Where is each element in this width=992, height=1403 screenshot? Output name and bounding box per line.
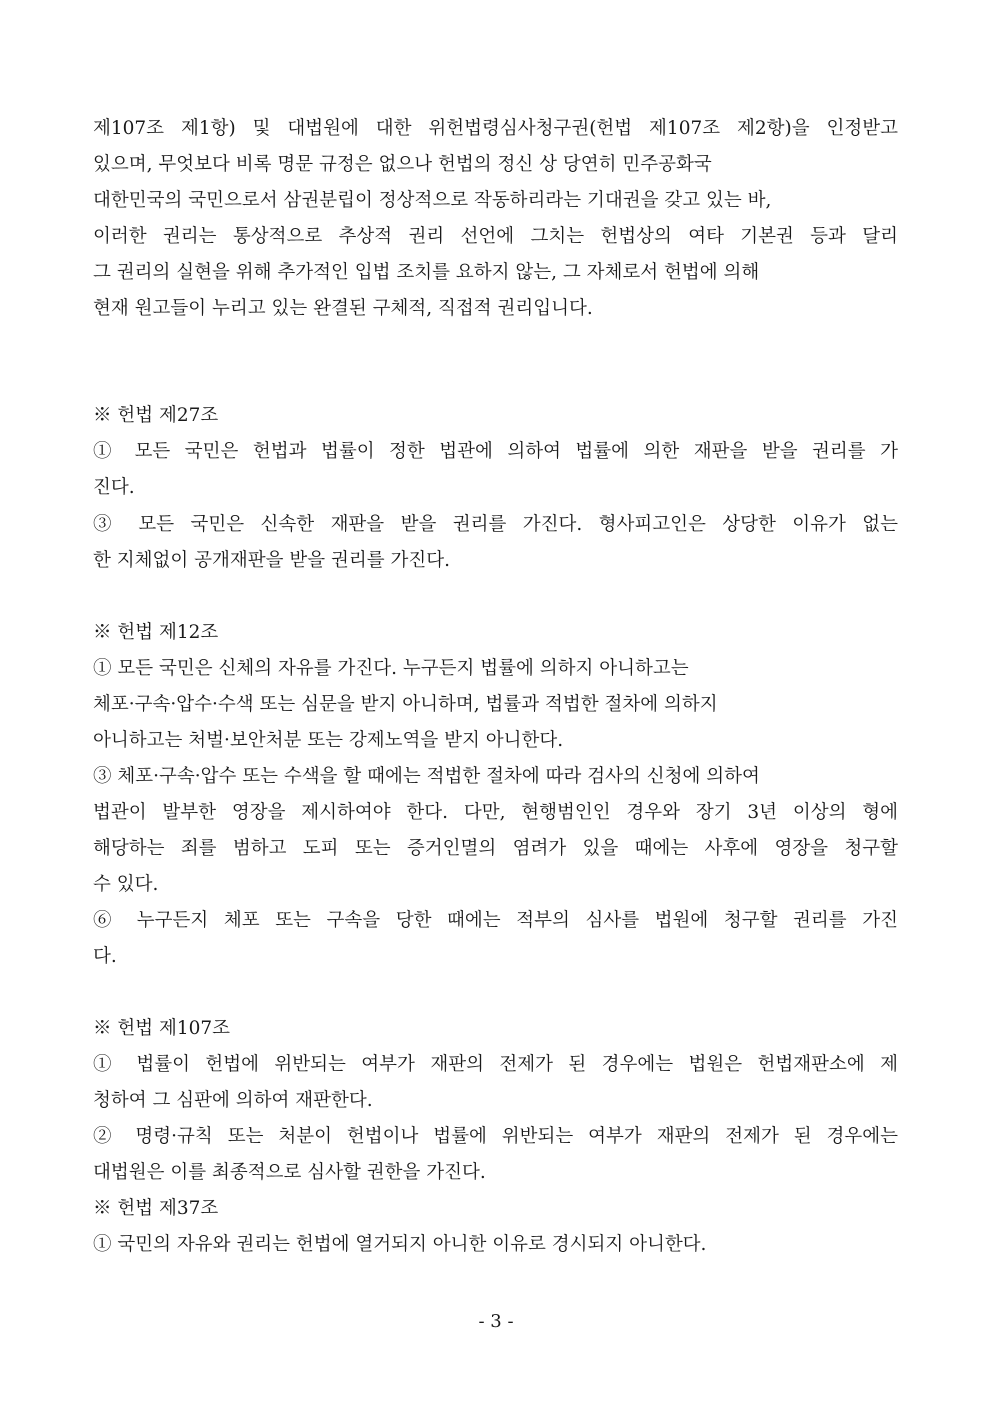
article-12-line: 다. bbox=[93, 946, 117, 967]
article-12-heading: ※ 헌법 제12조 bbox=[93, 622, 219, 643]
intro-line: 현재 원고들이 누리고 있는 완결된 구체적, 직접적 권리입니다. bbox=[93, 298, 593, 319]
article-107-line: ② 명령·규칙 또는 처분이 헌법이나 법률에 위반되는 여부가 재판의 전제가 된 경우에는 bbox=[93, 1126, 898, 1147]
article-27-line: 한 지체없이 공개재판을 받을 권리를 가진다. bbox=[93, 550, 450, 571]
article-37-line: ① 국민의 자유와 권리는 헌법에 열거되지 아니한 이유로 경시되지 아니한다. bbox=[93, 1234, 707, 1255]
article-12-line: 법관이 발부한 영장을 제시하여야 한다. 다만, 현행범인인 경우와 장기 3년 이상의 형에 bbox=[93, 802, 898, 823]
article-12-line: ① 모든 국민은 신체의 자유를 가진다. 누구든지 법률에 의하지 아니하고는 bbox=[93, 658, 689, 679]
intro-line: 이러한 권리는 통상적으로 추상적 권리 선언에 그치는 헌법상의 여타 기본권 등과 달리 bbox=[93, 226, 898, 247]
intro-line: 대한민국의 국민으로서 삼권분립이 정상적으로 작동하리라는 기대권을 갖고 있는 바, bbox=[93, 190, 772, 211]
article-12-line: 해당하는 죄를 범하고 도피 또는 증거인멸의 염려가 있을 때에는 사후에 영장을 청구할 bbox=[93, 838, 898, 859]
article-12-line: ③ 체포·구속·압수 또는 수색을 할 때에는 적법한 절차에 따라 검사의 신청에 의하여 bbox=[93, 766, 760, 787]
article-27-line: ① 모든 국민은 헌법과 법률이 정한 법관에 의하여 법률에 의한 재판을 받을 권리를 가 bbox=[93, 441, 898, 462]
article-107-line: 대법원은 이를 최종적으로 심사할 권한을 가진다. bbox=[93, 1162, 486, 1183]
article-27-line: ③ 모든 국민은 신속한 재판을 받을 권리를 가진다. 형사피고인은 상당한 이유가 없는 bbox=[93, 514, 898, 535]
article-27-line: 진다. bbox=[93, 477, 135, 498]
article-12-line: 수 있다. bbox=[93, 874, 159, 895]
article-107-line: 청하여 그 심판에 의하여 재판한다. bbox=[93, 1090, 373, 1111]
page-number: - 3 - bbox=[478, 1311, 514, 1332]
article-12-line: ⑥ 누구든지 체포 또는 구속을 당한 때에는 적부의 심사를 법원에 청구할 권리를 가진 bbox=[93, 910, 898, 931]
intro-line: 제107조 제1항) 및 대법원에 대한 위헌법령심사청구권(헌법 제107조 제2항)을 인정받고 bbox=[93, 118, 898, 139]
intro-line: 그 권리의 실현을 위해 추가적인 입법 조치를 요하지 않는, 그 자체로서 헌법에 의해 bbox=[93, 262, 760, 283]
article-12-line: 아니하고는 처벌·보안처분 또는 강제노역을 받지 아니한다. bbox=[93, 730, 564, 751]
article-107-line: ① 법률이 헌법에 위반되는 여부가 재판의 전제가 된 경우에는 법원은 헌법재판소에 제 bbox=[93, 1054, 898, 1075]
article-12-line: 체포·구속·압수·수색 또는 심문을 받지 아니하며, 법률과 적법한 절차에 의하지 bbox=[93, 694, 718, 715]
article-107-heading: ※ 헌법 제107조 bbox=[93, 1018, 231, 1039]
article-27-heading: ※ 헌법 제27조 bbox=[93, 405, 219, 426]
intro-line: 있으며, 무엇보다 비록 명문 규정은 없으나 헌법의 정신 상 당연히 민주공화국 bbox=[93, 154, 712, 175]
article-37-heading: ※ 헌법 제37조 bbox=[93, 1198, 219, 1219]
